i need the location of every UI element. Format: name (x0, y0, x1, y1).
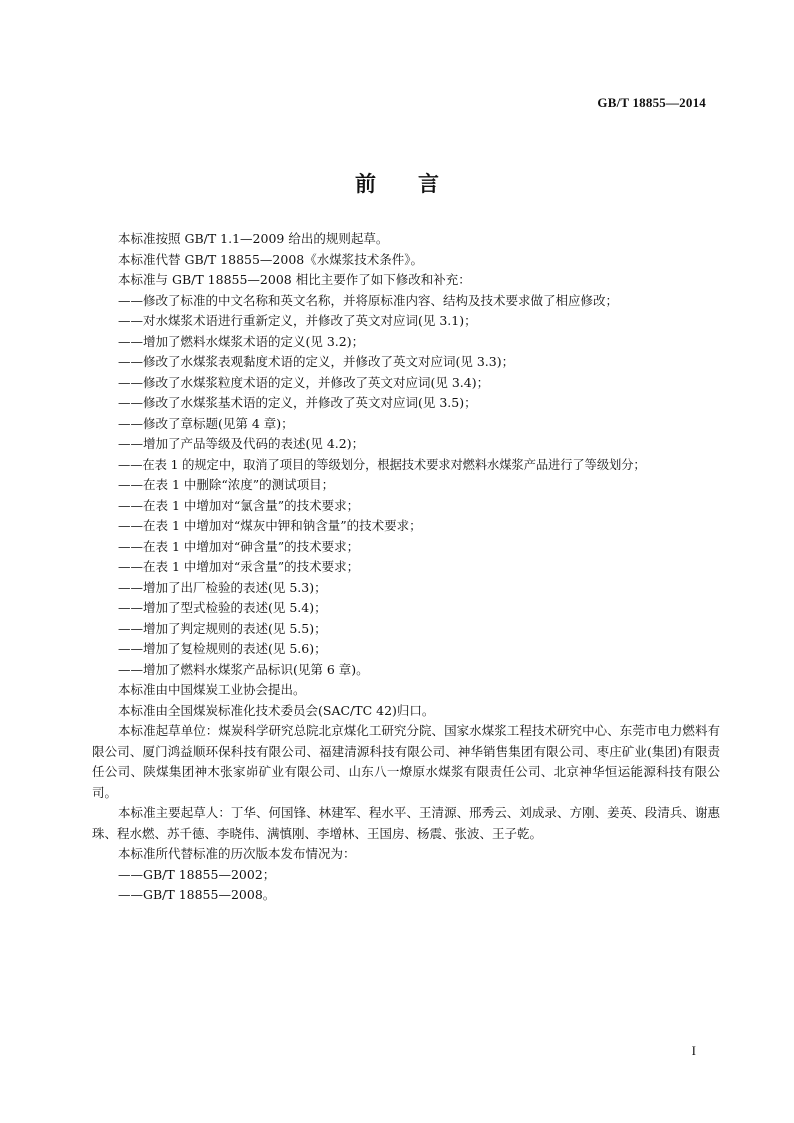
page-title (0, 168, 794, 198)
change-item: ——在表 1 中增加对“汞含量”的技术要求； (118, 559, 360, 574)
change-item: ——增加了复检规则的表述(见 5.6)； (118, 641, 327, 656)
title-char-1: 前 (355, 171, 376, 196)
change-item: ——增加了燃料水煤浆术语的定义(见 3.2)； (118, 333, 365, 349)
history-intro: 本标准所代替标准的历次版本发布情况为： (118, 846, 356, 861)
change-item: ——修改了水煤浆粒度术语的定义，并修改了英文对应词(见 3.4)； (118, 374, 490, 390)
administered-by: 本标准由全国煤炭标准化技术委员会(SAC/TC 42)归口。 (118, 702, 435, 718)
page-number: I (691, 1043, 696, 1058)
change-item: ——修改了标准的中文名称和英文名称，并将原标准内容、结构及技术要求做了相应修改； (118, 292, 619, 308)
drafters: 本标准主要起草人：丁华、何国锋、林建军、程水平、王清源、邢秀云、刘成录、方刚、姜英、段清兵、谢惠珠、程水燃、苏千德、李晓伟、满慎刚、李增林、王国房、杨震、张波、王子乾。 (92, 805, 720, 841)
history-item: ——GB/T 18855—2008。 (118, 887, 276, 902)
intro-line-drafting-rules: 本标准按照 GB/T 1.1—2009 给出的规则起草。 (118, 231, 389, 246)
change-item: ——在表 1 中删除“浓度”的测试项目； (118, 477, 335, 492)
history-item: ——GB/T 18855—2002； (118, 866, 276, 882)
change-item: ——在表 1 的规定中，取消了项目的等级划分，根据技术要求对燃料水煤浆产品进行了等级划分； (118, 457, 646, 472)
intro-line-replaces: 本标准代替 GB/T 18855—2008《水煤浆技术条件》。 (118, 251, 423, 267)
intro-line-changes: 本标准与 GB/T 18855—2008 相比主要作了如下修改和补充： (118, 272, 471, 287)
change-item: ——增加了燃料水煤浆产品标识(见第 6 章)。 (118, 661, 369, 677)
change-item: ——在表 1 中增加对“氯含量”的技术要求； (118, 497, 360, 513)
change-item: ——修改了章标题(见第 4 章)； (118, 415, 294, 431)
change-item: ——在表 1 中增加对“砷含量”的技术要求； (118, 538, 360, 554)
change-item: ——修改了水煤浆表观黏度术语的定义，并修改了英文对应词(见 3.3)； (118, 354, 515, 369)
title-char-2: 言 (418, 171, 439, 196)
document-body (92, 229, 720, 906)
change-item: ——增加了型式检验的表述(见 5.4)； (118, 600, 327, 615)
drafting-units: 本标准起草单位：煤炭科学研究总院北京煤化工研究分院、国家水煤浆工程技术研究中心、东莞市电力燃料有限公司、厦门鸿益顺环保科技有限公司、福建清源科技有限公司、神华销售集团有限公司、枣庄矿业(集团)有限责任公司、陕煤集团神木张家峁矿业有限公司、山东八一燎原水煤浆有限责任公司、北京神华恒运能源科技有限公司。 (92, 723, 720, 800)
proposed-by: 本标准由中国煤炭工业协会提出。 (118, 682, 306, 697)
change-item: ——在表 1 中增加对“煤灰中钾和钠含量”的技术要求； (118, 518, 422, 533)
change-item: ——对水煤浆术语进行重新定义，并修改了英文对应词(见 3.1)； (118, 313, 477, 328)
change-item: ——增加了判定规则的表述(见 5.5)； (118, 620, 327, 636)
standard-code: GB/T 18855—2014 (597, 95, 706, 110)
change-item: ——增加了产品等级及代码的表述(见 4.2)； (118, 436, 365, 451)
change-item: ——修改了水煤浆基术语的定义，并修改了英文对应词(见 3.5)； (118, 395, 477, 410)
change-item: ——增加了出厂检验的表述(见 5.3)； (118, 579, 327, 595)
